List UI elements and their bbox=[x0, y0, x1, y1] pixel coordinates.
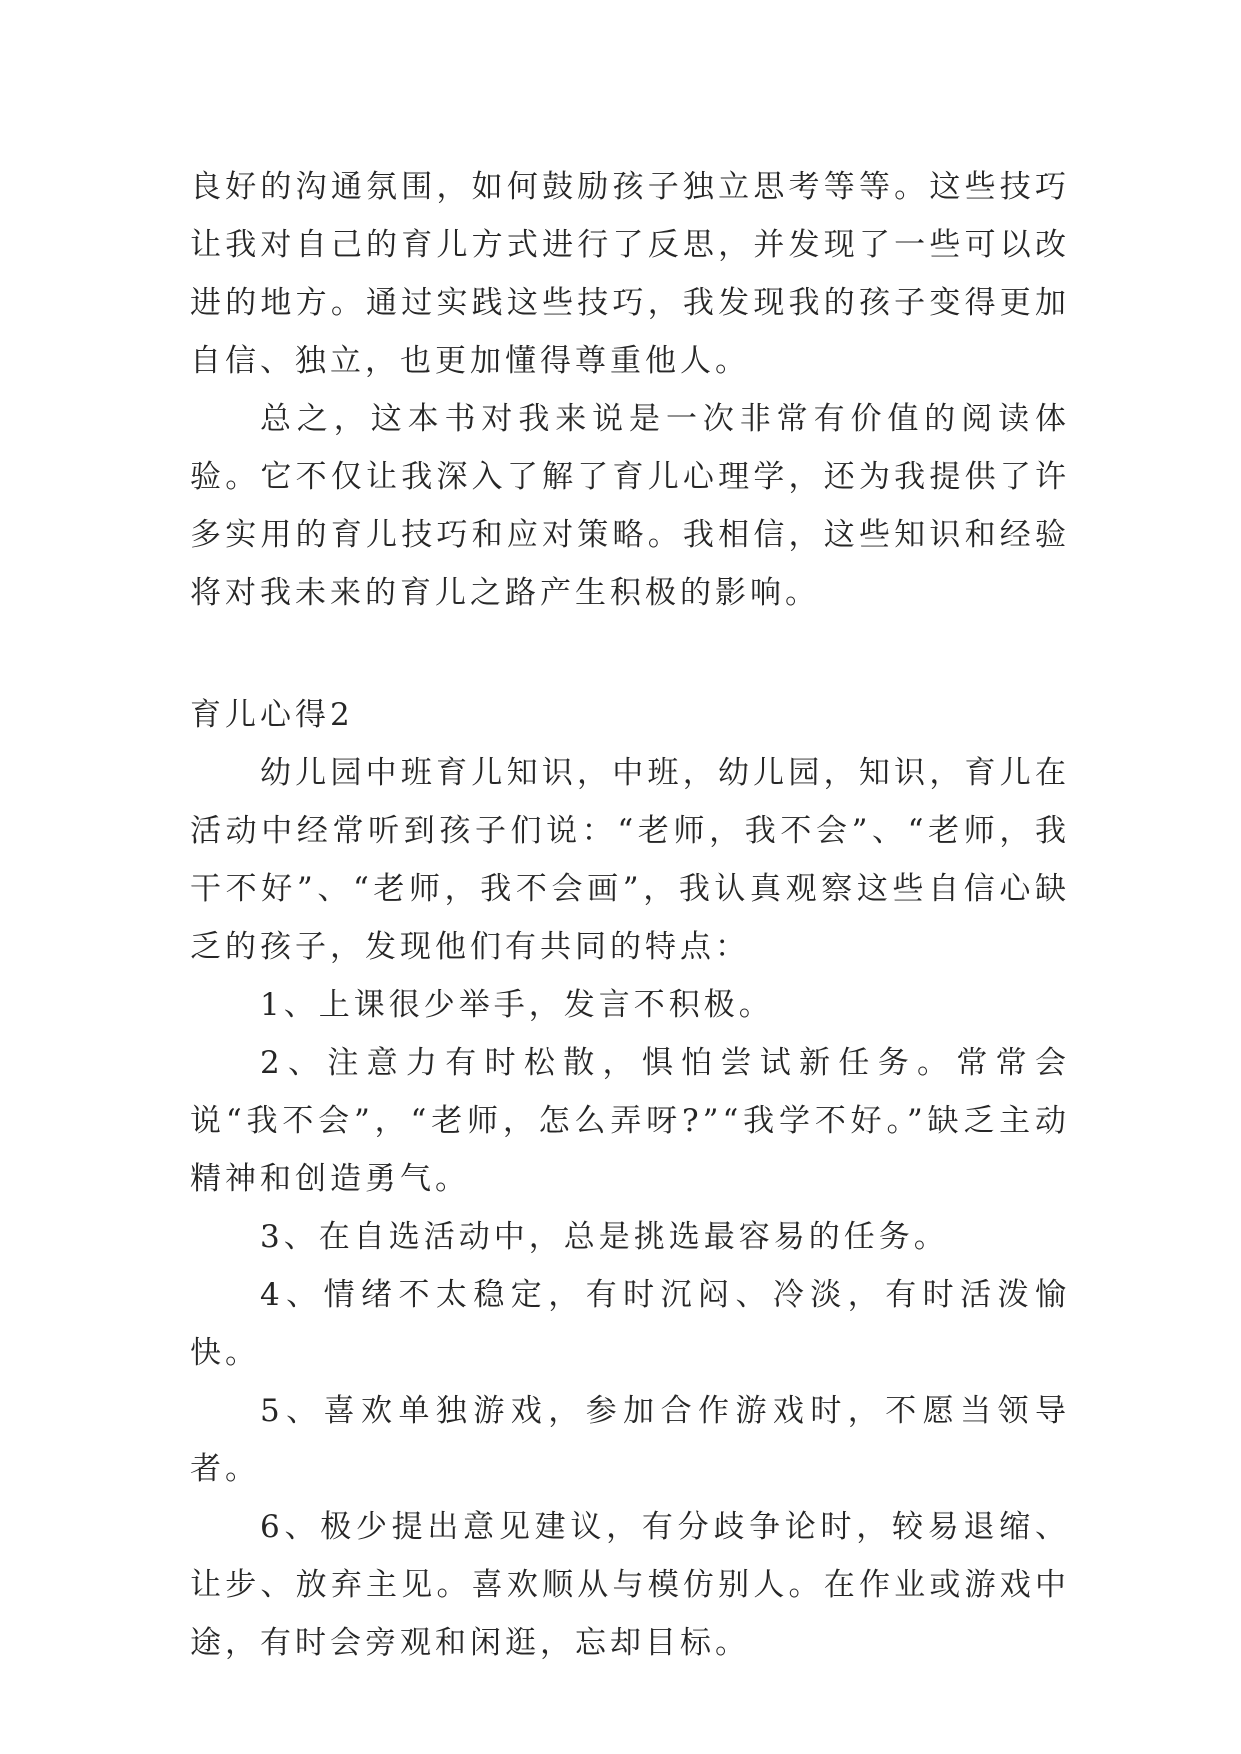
list-item-3: 3、在自选活动中，总是挑选最容易的任务。 bbox=[260, 1219, 949, 1255]
section-title: 育儿心得2 bbox=[190, 697, 354, 733]
list-item-5: 5、喜欢单独游戏，参加合作游戏时，不愿当领导者。 bbox=[190, 1393, 1070, 1487]
document-page bbox=[190, 158, 1070, 1672]
list-item-2: 2、注意力有时松散，惧怕尝试新任务。常常会说“我不会”，“老师，怎么弄呀?”“我学不好。”缺乏主动精神和创造勇气。 bbox=[190, 1045, 1070, 1197]
paragraph-continuation: 良好的沟通氛围，如何鼓励孩子独立思考等等。这些技巧让我对自己的育儿方式进行了反思，并发现了一些可以改进的地方。通过实践这些技巧，我发现我的孩子变得更加自信、独立，也更加懂得尊重他人。 bbox=[190, 169, 1070, 379]
list-item-1: 1、上课很少举手，发言不积极。 bbox=[260, 987, 774, 1023]
list-item-4: 4、情绪不太稳定，有时沉闷、冷淡，有时活泼愉快。 bbox=[190, 1277, 1070, 1371]
list-item-6: 6、极少提出意见建议，有分歧争论时，较易退缩、让步、放弃主见。喜欢顺从与模仿别人。在作业或游戏中途，有时会旁观和闲逛，忘却目标。 bbox=[190, 1509, 1070, 1661]
paragraph-summary: 总之，这本书对我来说是一次非常有价值的阅读体验。它不仅让我深入了解了育儿心理学，还为我提供了许多实用的育儿技巧和应对策略。我相信，这些知识和经验将对我未来的育儿之路产生积极的影响。 bbox=[190, 401, 1070, 611]
paragraph-intro: 幼儿园中班育儿知识，中班，幼儿园，知识，育儿在活动中经常听到孩子们说：“老师，我不会”、“老师，我干不好”、“老师，我不会画”，我认真观察这些自信心缺乏的孩子，发现他们有共同的特点： bbox=[190, 755, 1070, 965]
